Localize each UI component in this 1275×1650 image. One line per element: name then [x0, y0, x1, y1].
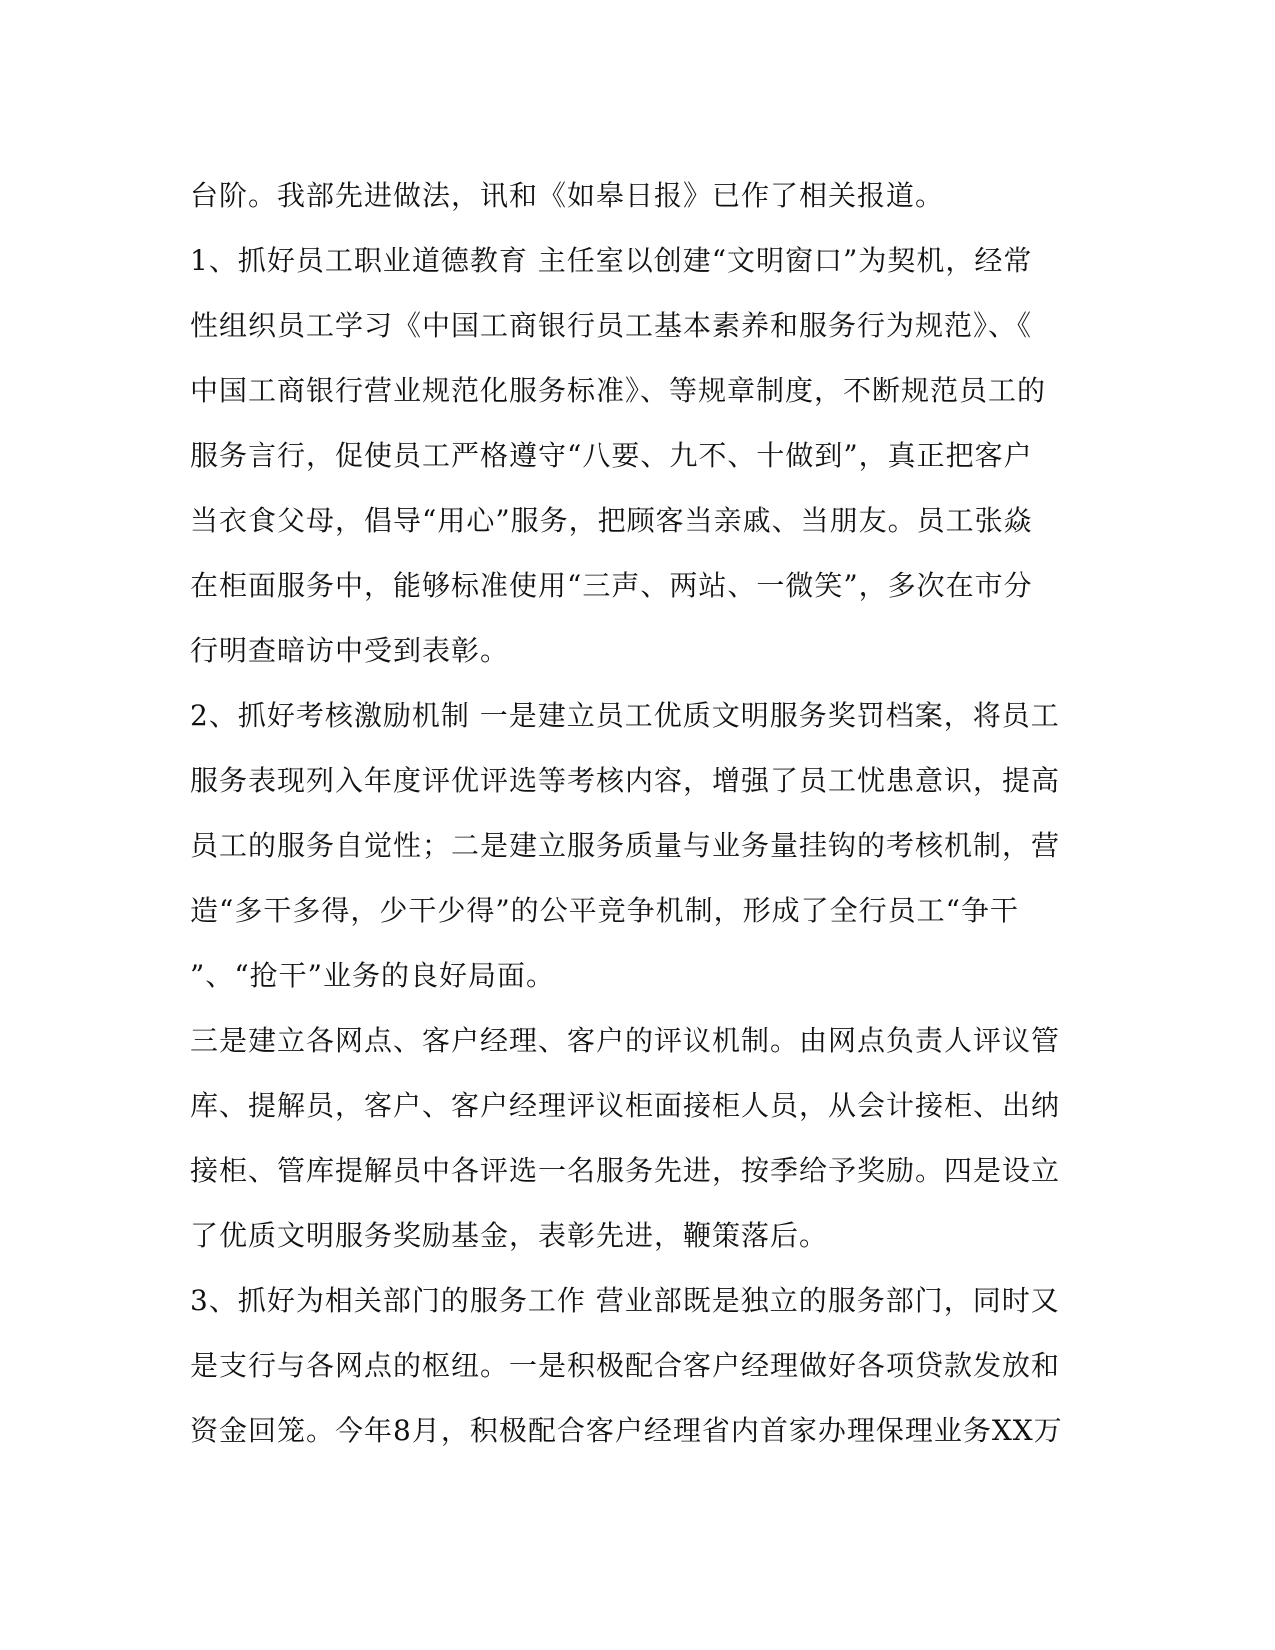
text-line: 服务言行，促使员工严格遵守“八要、九不、十做到”，真正把客户 [190, 439, 1033, 472]
text-line: 3、抓好为相关部门的服务工作 营业部既是独立的服务部门，同时又 [190, 1284, 1060, 1317]
text-line: 是支行与各网点的枢纽。一是积极配合客户经理做好各项贷款发放和 [190, 1349, 1061, 1382]
text-line: 1、抓好员工职业道德教育 主任室以创建“文明窗口”为契机，经常 [190, 244, 1033, 277]
text-line: 中国工商银行营业规范化服务标准》、等规章制度，不断规范员工的 [190, 374, 1047, 407]
text-line: 台阶。我部先进做法，讯和《如皋日报》已作了相关报道。 [190, 179, 945, 212]
text-line: 服务表现列入年度评优评选等考核内容，增强了员工忧患意识，提高 [190, 764, 1061, 797]
text-line: 在柜面服务中，能够标准使用“三声、两站、一微笑”，多次在市分 [190, 569, 1033, 602]
text-line: 性组织员工学习《中国工商银行员工基本素养和服务行为规范》、《 [190, 309, 1033, 342]
text-line: 员工的服务自觉性；二是建立服务质量与业务量挂钩的考核机制，营 [190, 829, 1061, 862]
text-line: 库、提解员，客户、客户经理评议柜面接柜人员，从会计接柜、出纳 [190, 1089, 1061, 1122]
text-line: 资金回笼。今年8月，积极配合客户经理省内首家办理保理业务XX万 [190, 1414, 1063, 1447]
text-line: 行明查暗访中受到表彰。 [190, 634, 510, 667]
text-line: 接柜、管库提解员中各评选一名服务先进，按季给予奖励。四是设立 [190, 1154, 1061, 1187]
text-line: 当衣食父母，倡导“用心”服务，把顾客当亲戚、当朋友。员工张焱 [190, 504, 1033, 537]
text-line: 2、抓好考核激励机制 一是建立员工优质文明服务奖罚档案，将员工 [190, 699, 1060, 732]
text-line: 了优质文明服务奖励基金，表彰先进，鞭策落后。 [190, 1219, 829, 1252]
text-line: ”、“抢干”业务的良好局面。 [190, 959, 555, 992]
text-line: 三是建立各网点、客户经理、客户的评议机制。由网点负责人评议管 [190, 1024, 1061, 1057]
text-line: 造“多干多得，少干少得”的公平竞争机制，形成了全行员工“争干 [190, 894, 1019, 927]
body-text [190, 163, 1090, 1463]
